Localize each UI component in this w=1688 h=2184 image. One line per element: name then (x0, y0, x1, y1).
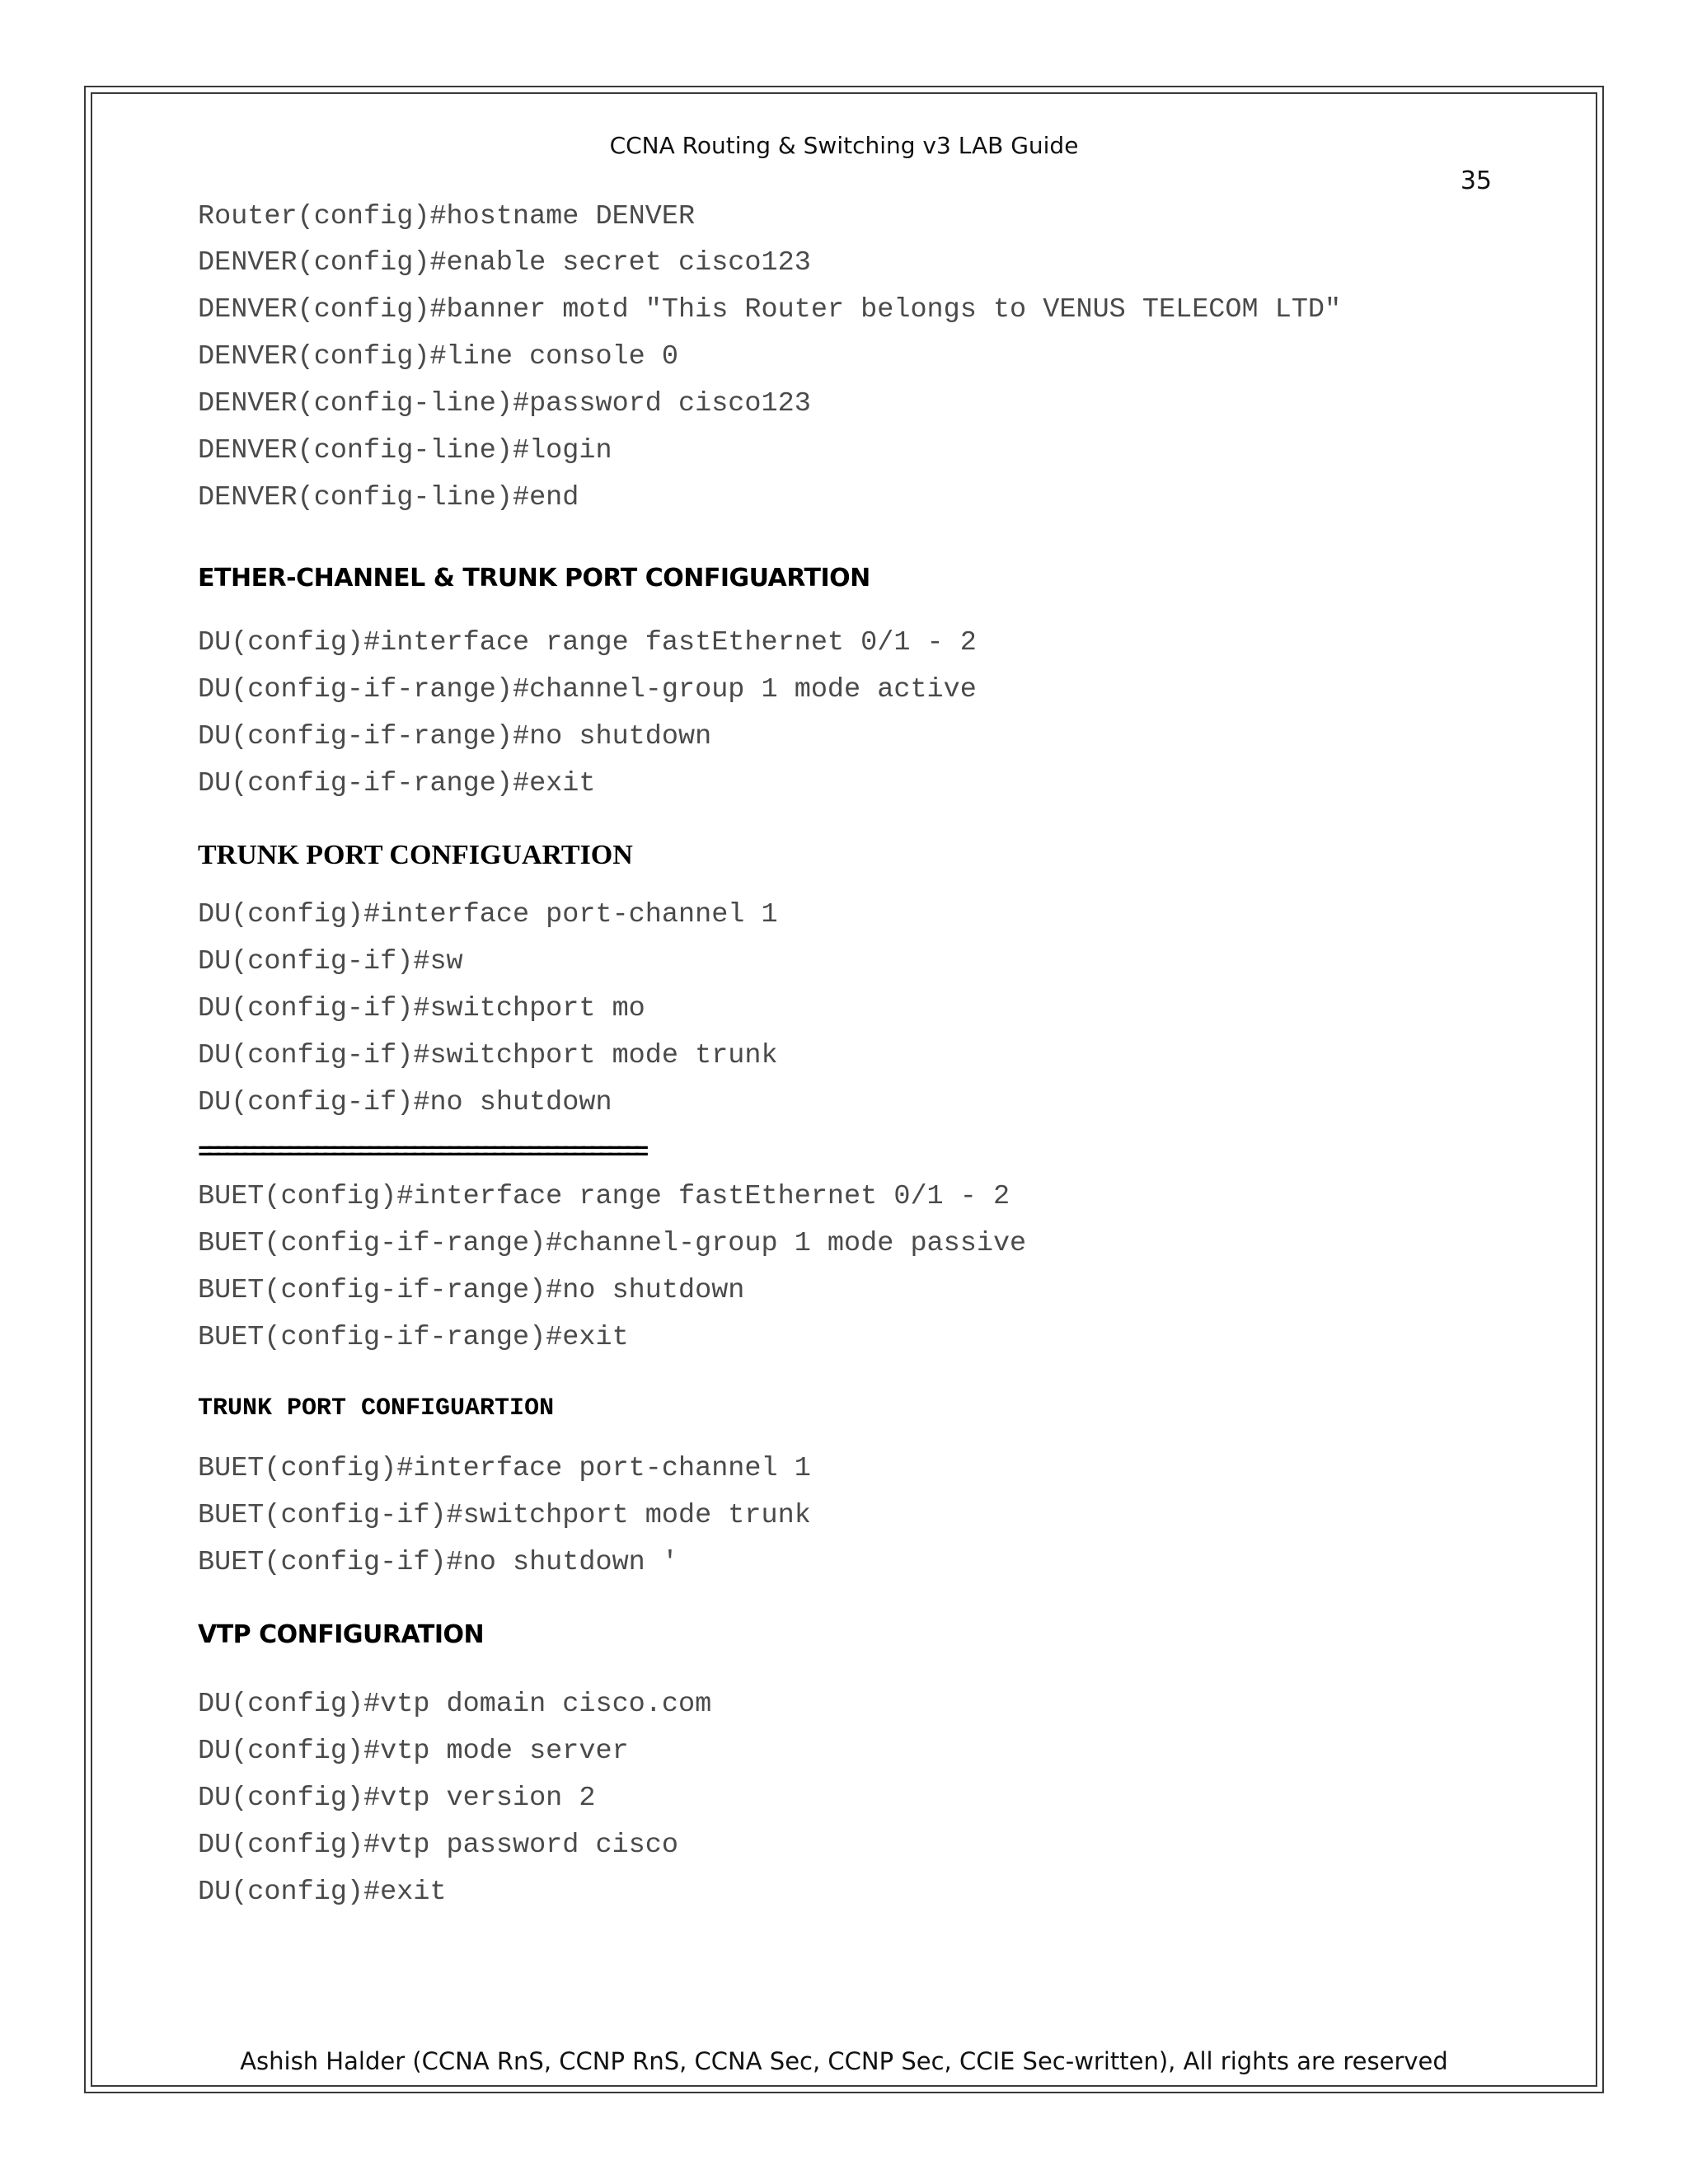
code-line: DU(config-if)#switchport mode trunk (198, 1040, 778, 1071)
code-line: DU(config-if)#switchport mo (198, 993, 645, 1024)
code-line: DENVER(config)#line console 0 (198, 341, 678, 373)
code-line: DU(config)#vtp version 2 (198, 1783, 596, 1814)
code-line: BUET(config)#interface port-channel 1 (198, 1453, 811, 1484)
footer-copyright: Ashish Halder (CCNA RnS, CCNP RnS, CCNA Sec, CCNP Sec, CCIE Sec-written), All rights are reserved (240, 2047, 1448, 2075)
code-line: DU(config-if)#no shutdown (198, 1087, 612, 1118)
section-heading-etherchannel: ETHER-CHANNEL & TRUNK PORT CONFIGUARTION (198, 564, 870, 593)
code-line: BUET(config-if)#switchport mode trunk (198, 1500, 811, 1531)
code-line: BUET(config-if-range)#exit (198, 1322, 629, 1353)
code-line: BUET(config-if-range)#no shutdown (198, 1275, 745, 1306)
code-line: DENVER(config)#banner motd "This Router belongs to VENUS TELECOM LTD" (198, 294, 1342, 326)
code-line: DU(config-if-range)#exit (198, 768, 596, 799)
code-line: DENVER(config-line)#end (198, 482, 579, 513)
code-line: DU(config)#interface range fastEthernet 0/1 - 2 (198, 627, 977, 658)
code-line: DU(config)#interface port-channel 1 (198, 899, 778, 930)
code-line: DU(config)#vtp domain cisco.com (198, 1689, 712, 1720)
code-line: DU(config)#vtp password cisco (198, 1830, 678, 1861)
code-line: DU(config-if)#sw (198, 946, 463, 977)
code-line: DU(config-if-range)#channel-group 1 mode active (198, 674, 977, 705)
code-line: DU(config)#exit (198, 1877, 447, 1908)
code-line: DENVER(config-line)#password cisco123 (198, 388, 811, 419)
header-title: CCNA Routing & Switching v3 LAB Guide (609, 132, 1079, 159)
code-line: DU(config-if-range)#no shutdown (198, 721, 712, 752)
code-line: DENVER(config-line)#login (198, 435, 612, 466)
page-number: 35 (1460, 166, 1492, 195)
code-line: BUET(config)#interface range fastEthernet 0/1 - 2 (198, 1181, 1010, 1212)
separator-line: ================================================== (198, 1139, 644, 1167)
code-line: Router(config)#hostname DENVER (198, 201, 696, 232)
section-heading-vtp: VTP CONFIGURATION (198, 1620, 485, 1649)
section-heading-trunk-buet: TRUNK PORT CONFIGUARTION (198, 1394, 555, 1422)
code-line: DU(config)#vtp mode server (198, 1736, 629, 1767)
code-line: BUET(config-if-range)#channel-group 1 mode passive (198, 1228, 1027, 1259)
code-line: DENVER(config)#enable secret cisco123 (198, 247, 811, 279)
section-heading-trunk-du: TRUNK PORT CONFIGUARTION (198, 840, 633, 870)
code-line: BUET(config-if)#no shutdown ' (198, 1547, 678, 1578)
